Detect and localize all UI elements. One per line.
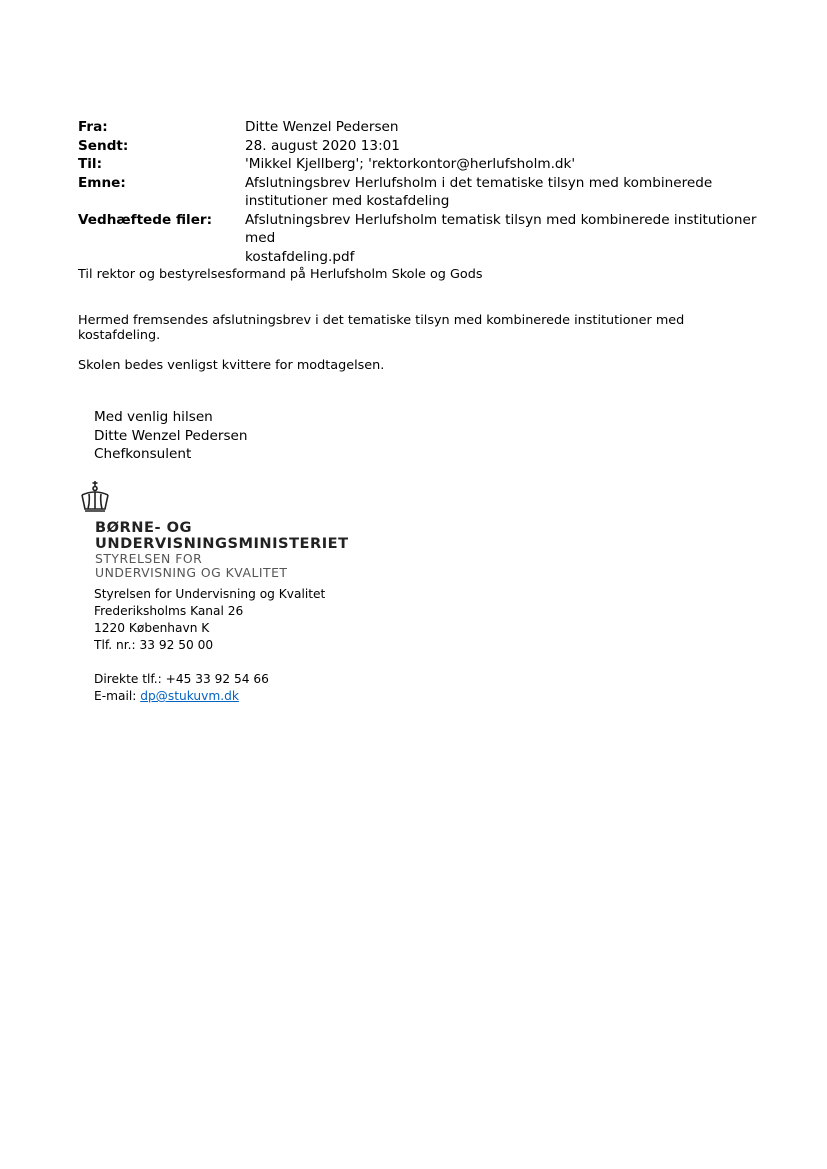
- from-value: Ditte Wenzel Pedersen: [245, 119, 399, 135]
- header-to: [78, 155, 768, 174]
- attachments-label: Vedhæftede filer:: [78, 211, 213, 228]
- signature-block: [94, 408, 248, 464]
- logo-line-1: BØRNE- OG: [95, 519, 192, 536]
- request-paragraph: Skolen bedes venligst kvittere for modtagelsen.: [78, 358, 385, 373]
- header-sent: [78, 137, 768, 156]
- attachments-value: [245, 211, 768, 267]
- attachment-line-1: Afslutningsbrev Herlufsholm tematisk tilsyn med kombinerede institutioner med: [245, 211, 757, 246]
- sent-label: Sendt:: [78, 137, 129, 154]
- contact-direct-phone: Direkte tlf.: +45 33 92 54 66: [94, 672, 269, 686]
- sent-value: 28. august 2020 13:01: [245, 137, 400, 154]
- subject-line-2: institutioner med kostafdeling: [245, 193, 450, 209]
- intro-paragraph: [78, 313, 698, 343]
- subject-line-1: Afslutningsbrev Herlufsholm i det tematiske tilsyn med kombinerede: [245, 174, 713, 191]
- signature-title: Chefkonsulent: [94, 446, 192, 462]
- contact-phone: Tlf. nr.: 33 92 50 00: [94, 638, 214, 652]
- to-label: Til:: [78, 156, 103, 172]
- signature-closing: Med venlig hilsen: [94, 409, 213, 425]
- intro-line-1: Hermed fremsendes afslutningsbrev i det tematiske tilsyn med kombinerede institutioner med: [78, 313, 685, 328]
- logo-line-3: STYRELSEN FOR: [95, 551, 203, 566]
- from-label: Fra:: [78, 119, 108, 135]
- email-headers: [78, 118, 768, 266]
- header-attachments: [78, 211, 768, 267]
- header-subject: [78, 174, 768, 211]
- logo-line-2: UNDERVISNINGSMINISTERIET: [95, 535, 349, 552]
- logo-line-4: UNDERVISNING OG KVALITET: [95, 565, 288, 580]
- contact-block: [94, 586, 325, 705]
- contact-street: Frederiksholms Kanal 26: [94, 604, 244, 618]
- email-label: E-mail:: [94, 689, 141, 703]
- signature-name: Ditte Wenzel Pedersen: [94, 427, 248, 444]
- to-value: 'Mikkel Kjellberg'; 'rektorkontor@herlufsholm.dk': [245, 156, 576, 172]
- ministry-logo: [95, 520, 349, 580]
- contact-city: 1220 København K: [94, 621, 210, 635]
- intro-line-2: kostafdeling.: [78, 328, 161, 343]
- subject-label: Emne:: [78, 174, 126, 191]
- contact-spacer: [94, 654, 325, 671]
- attachment-line-2: kostafdeling.pdf: [245, 248, 355, 265]
- crown-icon: [78, 480, 112, 514]
- contact-email-row: [94, 688, 325, 705]
- email-link[interactable]: dp@stukuvm.dk: [140, 689, 239, 703]
- subject-value: [245, 174, 768, 211]
- greeting-text: Til rektor og bestyrelsesformand på Herlufsholm Skole og Gods: [78, 267, 483, 282]
- contact-org: Styrelsen for Undervisning og Kvalitet: [94, 587, 326, 601]
- header-from: [78, 118, 768, 137]
